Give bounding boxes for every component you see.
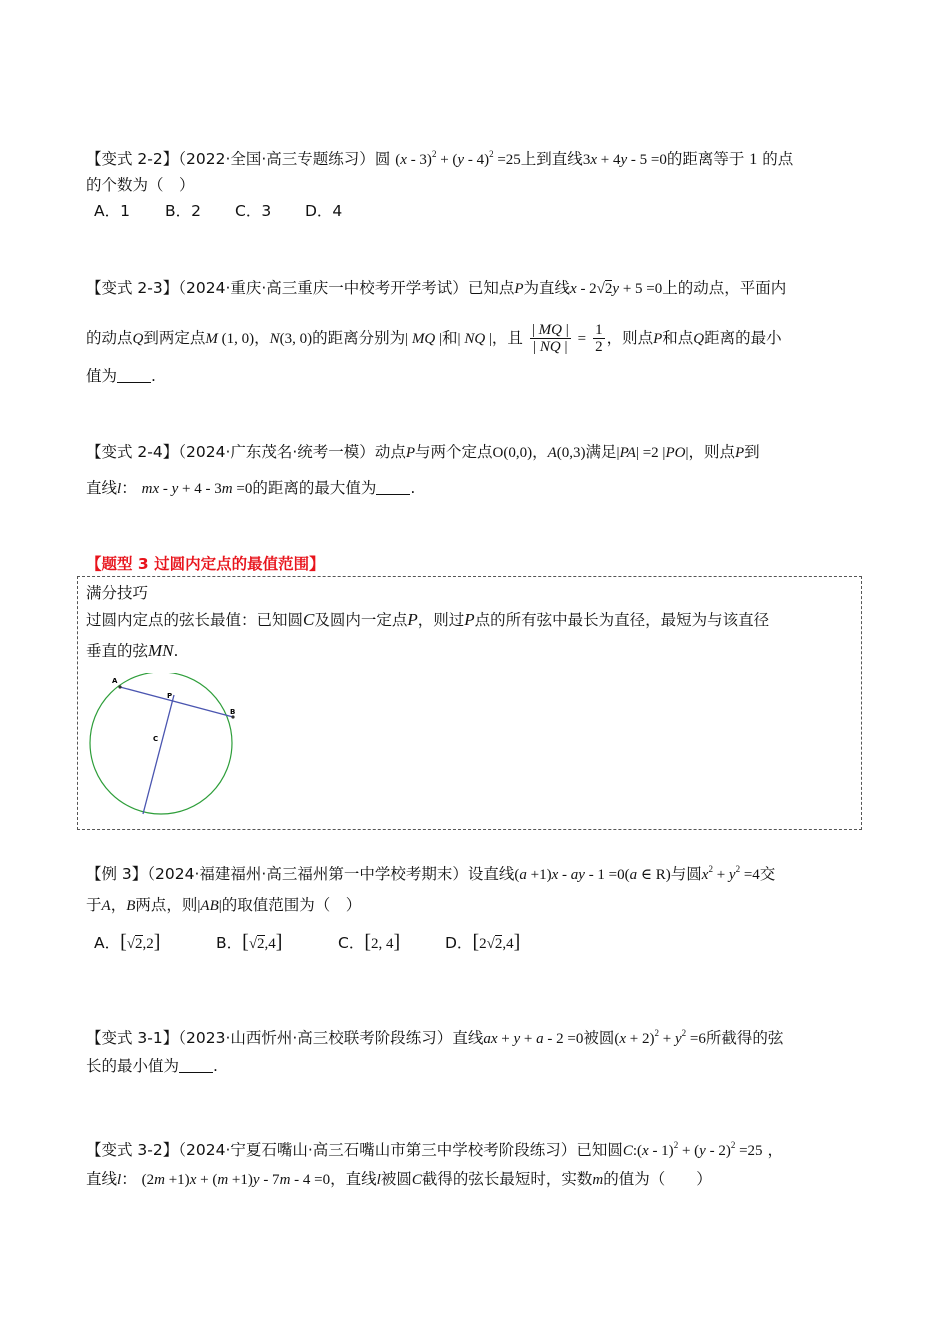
text: 与两个定点: [415, 443, 493, 461]
math: =: [577, 331, 587, 347]
math: P: [734, 445, 745, 461]
point-a: A(0,3): [547, 445, 586, 461]
text: 上到直线: [520, 150, 583, 168]
text: 点的所有弦中最长为直径，最短为与该直径: [474, 611, 770, 629]
text: 的取值范围为（ ）: [221, 896, 362, 914]
text: 值为: [86, 367, 118, 385]
text: 所截得的弦: [705, 1029, 784, 1047]
math: C: [411, 1172, 422, 1188]
point-o: O(0,0): [492, 445, 533, 461]
circle-diagram: [84, 673, 248, 823]
text: 距离的最小: [704, 329, 782, 347]
math: l: [117, 481, 122, 497]
diameter-line: [143, 695, 174, 814]
v32-tag: 【变式 3-2】: [86, 1141, 179, 1159]
math: Q: [132, 331, 144, 347]
text: 截得的弦长最短时，实数: [421, 1170, 593, 1188]
option-d[interactable]: D．4: [305, 202, 343, 220]
v32-line1: 【变式 3-2】（2024·宁夏石嘴山·高三石嘴山市第三中学校考阶段练习）已知圆C:(x - 1)$^2$ + (y - 2)$^2$ =25 ，: [86, 1140, 783, 1159]
label-c: C: [153, 735, 159, 743]
label-a: A: [112, 677, 118, 685]
point-m: M (1, 0): [205, 331, 255, 347]
line-equation: ax + y + a - 2 =0: [483, 1031, 584, 1047]
text: 与圆: [670, 865, 702, 883]
circle-equation: (x - 3)$^2$ + (y - 4)$^2$ =25: [395, 149, 521, 168]
option-b[interactable]: B．2: [165, 202, 201, 220]
tips-line2: 垂直的弦MN.: [86, 641, 179, 660]
text: 被圆: [380, 1170, 412, 1188]
text: 已知圆: [576, 1141, 623, 1159]
math: C: [303, 610, 315, 629]
math: l: [376, 1172, 381, 1188]
v31-line1: [86, 1021, 783, 1051]
text: 直线: [86, 1170, 118, 1188]
text: 为直线: [523, 279, 571, 297]
v32-line2: 直线l： (2m +1)x + (m +1)y - 7m - 4 =0，直线l被圆C截得的弦长最短时，实数m的值为（ ）: [86, 1170, 712, 1188]
number: 1: [749, 151, 758, 168]
text: 的距离分别为: [312, 329, 406, 347]
v22-line2: 的个数为（ ）: [86, 176, 195, 194]
v22-options: [94, 199, 342, 223]
v23-line3: 值为 .: [86, 367, 156, 385]
v22-line1: [86, 142, 793, 172]
option-c[interactable]: [338, 930, 445, 956]
chord-ab: [120, 687, 236, 717]
text: 动点: [374, 443, 406, 461]
label-p: P: [167, 692, 173, 700]
tips-heading: 满分技巧: [86, 584, 149, 602]
line-equation: x - 2√2y + 5 =0: [570, 281, 663, 297]
v22-tag: 【变式 2-2】: [86, 150, 179, 168]
text: 的距离的最大值为: [252, 479, 377, 497]
option-a[interactable]: A．1: [94, 202, 130, 220]
answer-blank[interactable]: [376, 480, 410, 495]
math: | MQ |: [405, 331, 443, 347]
math: A: [101, 898, 111, 914]
text: ，则过: [417, 611, 465, 629]
point-n: N(3, 0): [269, 331, 313, 347]
ex3-line2: 于A，B两点，则|AB|的取值范围为（ ）: [86, 896, 362, 914]
v24-tag: 【变式 2-4】: [86, 443, 179, 461]
option-label: D．: [445, 934, 473, 952]
half-fraction: $\frac{1}{2}$: [595, 322, 603, 355]
v24-line2: 直线l： mx - y + 4 - 3m =0的距离的最大值为 .: [86, 479, 416, 497]
text: ，则点: [688, 443, 735, 461]
v23-source: （2024·重庆·高三重庆一中校考开学考试）: [178, 279, 468, 297]
line-equation: 3x + 4y - 5 =0: [582, 152, 667, 168]
text: 的动点: [86, 329, 133, 347]
text: 设直线: [467, 865, 515, 883]
math: Q: [693, 331, 705, 347]
math: m: [592, 1172, 604, 1188]
ex3-options: [94, 930, 520, 956]
option-c[interactable]: C．3: [235, 202, 272, 220]
option-label: B．: [216, 934, 243, 952]
v23-line2: 的动点Q到两定点M (1, 0)，N(3, 0)的距离分别为| MQ |和| NQ |，且 $\frac{| MQ |}{| NQ |}$ = $\frac{1}{2}$ ，则点P和点Q距离的最小: [86, 322, 782, 355]
type3-title: 【题型 3 过圆内定点的最值范围】: [86, 555, 325, 573]
text: 和: [442, 329, 458, 347]
circle-equation: C:(x - 1)$^2$ + (y - 2)$^2$ =25: [622, 1140, 763, 1159]
v31-source: （2023·山西忻州·高三校联考阶段练习）: [178, 1029, 453, 1047]
option-b[interactable]: [216, 930, 338, 956]
line-equation: mx - y + 4 - 3m =0: [141, 481, 253, 497]
text: 和点: [662, 329, 694, 347]
math: P: [407, 610, 418, 629]
text: 上的动点，平面内: [662, 279, 787, 297]
condition: |PA| =2 |PO|: [616, 445, 689, 461]
text: ，且: [491, 329, 523, 347]
math: B: [126, 898, 136, 914]
option-d[interactable]: [445, 930, 520, 956]
math: | NQ |: [457, 331, 492, 347]
v24-line1: 【变式 2-4】（2024·广东茂名·统考一模）动点P与两个定点O(0,0)，A(0,3)满足|PA| =2 |PO|，则点P到: [86, 443, 760, 461]
math: |AB|: [197, 898, 222, 914]
text: 过圆内定点的弦长最值：已知圆: [86, 611, 304, 629]
option-value: [√2,2]: [120, 931, 161, 953]
tips-line1: [86, 608, 769, 630]
text: 两点，则: [135, 896, 198, 914]
math: P: [514, 281, 524, 297]
v31-tag: 【变式 3-1】: [86, 1029, 179, 1047]
text: 被圆: [583, 1029, 615, 1047]
text: 圆: [374, 150, 391, 168]
line-equation: (a +1)x - ay - 1 =0(a ∈ R): [514, 867, 671, 883]
option-a[interactable]: [94, 930, 216, 956]
v24-source: （2024·广东茂名·统考一模）: [178, 443, 375, 461]
text: 满足: [585, 443, 617, 461]
line-equation: (2m +1)x + (m +1)y - 7m - 4 =0: [141, 1172, 331, 1188]
math: P: [653, 331, 663, 347]
v31-line2: 长的最小值为 .: [86, 1057, 218, 1075]
text: 及圆内一定点: [314, 611, 408, 629]
text: 直线: [452, 1029, 484, 1047]
option-value: [2√2,4]: [472, 931, 521, 953]
label-b: B: [230, 708, 236, 716]
text: 到两定点: [143, 329, 206, 347]
text: 直线: [86, 479, 118, 497]
text: 的值为（ ）: [603, 1170, 712, 1188]
math: MN: [148, 641, 174, 660]
text: ，则点: [606, 329, 654, 347]
text: 已知点: [467, 279, 515, 297]
text: 的点: [762, 150, 794, 168]
text: 于: [86, 896, 102, 914]
ratio-fraction: $\frac{| MQ |}{| NQ |}$: [531, 322, 569, 355]
math: P: [405, 445, 415, 461]
text: 的距离等于: [666, 150, 745, 168]
ex3-line1: [86, 857, 775, 887]
v23-tag: 【变式 2-3】: [86, 279, 179, 297]
v22-source: （2022·全国·高三专题练习）: [178, 150, 375, 168]
circle-equation: $(x + 2)^2 + y^2 =6$: [614, 1028, 706, 1047]
text: 垂直的弦: [86, 642, 149, 660]
v32-source: （2024·宁夏石嘴山·高三石嘴山市第三中学校考阶段练习）: [178, 1141, 577, 1159]
option-value: [√2,4]: [242, 931, 283, 953]
point-a-dot: [118, 685, 121, 688]
option-value: [2, 4]: [364, 931, 401, 953]
math: l: [117, 1172, 122, 1188]
v23-line1: [86, 276, 786, 301]
tips-box: [77, 576, 862, 830]
text: 长的最小值为: [86, 1057, 180, 1075]
math: P: [464, 610, 475, 629]
text: 到: [744, 443, 760, 461]
text: ，直线: [330, 1170, 377, 1188]
circle-equation: $x^2 + y^2 =4$: [701, 864, 760, 883]
answer-blank[interactable]: [117, 368, 151, 383]
option-label: A．: [94, 934, 121, 952]
option-label: C．: [338, 934, 365, 952]
ex3-source: （2024·福建福州·高三福州第一中学校考期末）: [147, 865, 468, 883]
answer-blank[interactable]: [179, 1058, 213, 1073]
text: 交: [759, 865, 776, 883]
ex3-tag: 【例 3】: [86, 865, 148, 883]
